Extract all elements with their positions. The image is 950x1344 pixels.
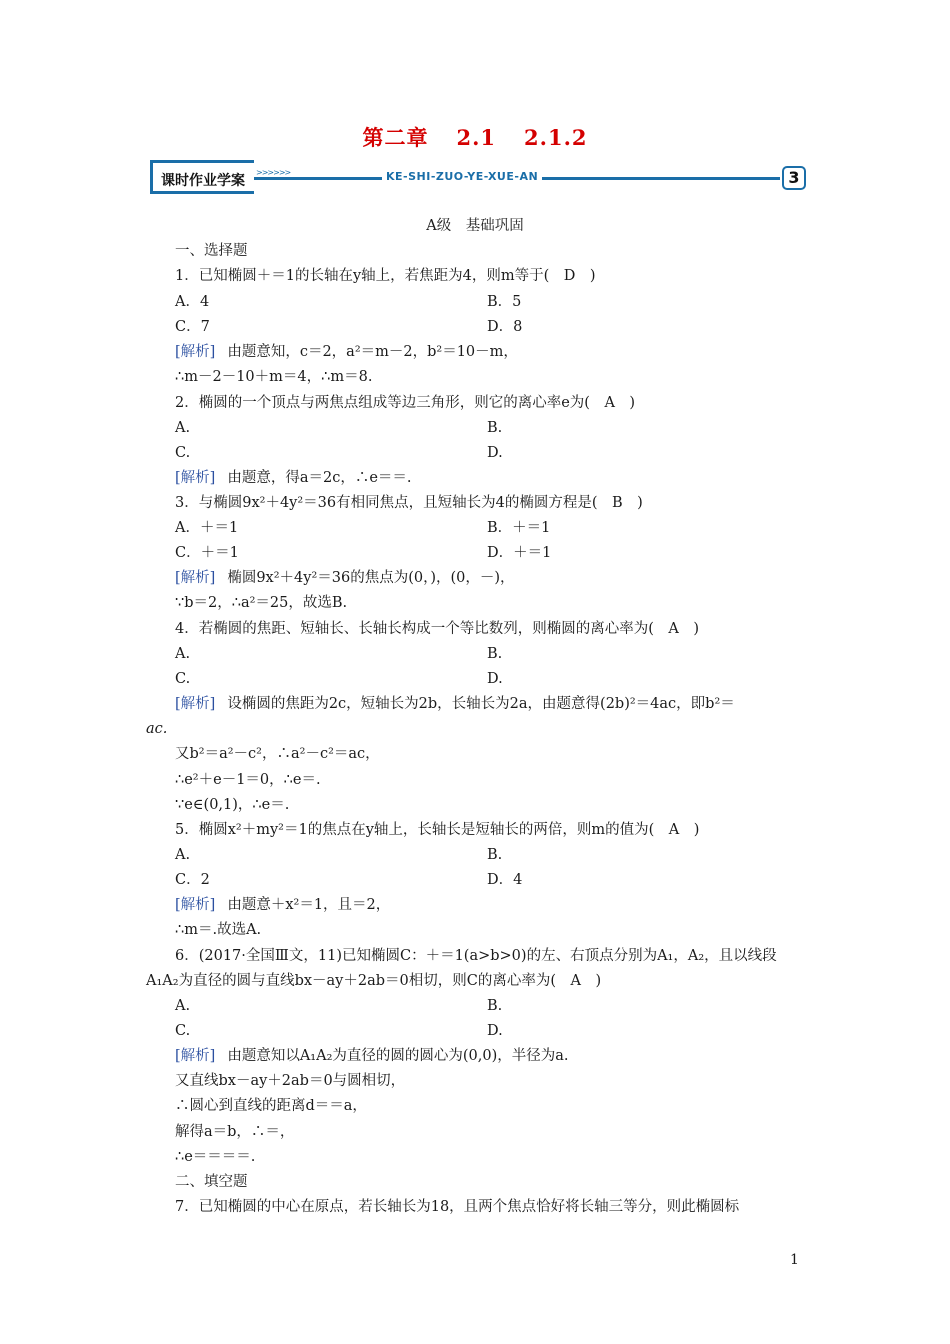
solution-text: 设椭圆的焦距为2c，短轴长为2b，长轴长为2a，由题意得(2b)²＝4ac，即b²＝ (227, 696, 735, 712)
question-6-option-c: C. (175, 1023, 191, 1039)
question-1-option-c: C．7 (175, 319, 210, 335)
solution-text: 椭圆9x²＋4y²＝36的焦点为(0，)，(0，－)， (227, 570, 515, 586)
question-6-solution-line-2: 又直线bx－ay＋2ab＝0与圆相切， (175, 1073, 406, 1089)
solution-tag: [解析] (175, 1048, 216, 1064)
question-4-solution-line-4: ∵e∈(0,1)，∴e＝. (175, 797, 290, 813)
question-4-option-d: D. (487, 671, 503, 687)
section-heading-choice: 一、选择题 (175, 243, 248, 259)
question-4-solution-line-1b: ac. (146, 721, 168, 737)
question-6-option-d: D. (487, 1023, 503, 1039)
question-4-option-b: B. (487, 646, 503, 662)
question-1-stem: 1．已知椭圆＋＝1的长轴在y轴上，若焦距为4，则m等于( D ) (175, 268, 596, 284)
question-2-option-b: B. (487, 420, 503, 436)
solution-text: 由题意＋x²＝1，且＝2， (227, 897, 391, 913)
question-4-option-a: A. (175, 646, 191, 662)
question-1-option-d: D．8 (487, 319, 523, 335)
question-5-solution-line-1 (175, 895, 390, 915)
level-heading: A级 基础巩固 (426, 218, 524, 234)
banner-arrows-icon: >>>>>> (256, 168, 291, 177)
page-number: 1 (790, 1252, 799, 1268)
question-5-option-c: C．2 (175, 872, 210, 888)
section-label: 2.1 (456, 125, 497, 150)
chapter-label: 第二章 (362, 125, 429, 150)
question-5-option-a: A. (175, 847, 191, 863)
solution-tag: [解析] (175, 570, 216, 586)
question-4-solution-line-1 (175, 694, 735, 714)
question-6-solution-line-5: ∴e＝＝＝＝. (175, 1149, 256, 1165)
question-4-solution-line-3: ∴e²＋e－1＝0，∴e＝. (175, 772, 321, 788)
question-3-option-c: C．＋＝1 (175, 545, 239, 561)
question-1-option-a: A．4 (175, 294, 210, 310)
banner-label: 课时作业学案 (161, 173, 245, 189)
section-heading-fill: 二、填空题 (175, 1174, 248, 1190)
banner-pinyin: KE-SHI-ZUO-YE-XUE-AN (382, 170, 542, 183)
question-3-stem: 3．与椭圆9x²＋4y²＝36有相同焦点，且短轴长为4的椭圆方程是( B ) (175, 495, 643, 511)
question-2-option-a: A. (175, 420, 191, 436)
question-1-option-b: B．5 (487, 294, 522, 310)
question-3-option-d: D．＋＝1 (487, 545, 552, 561)
question-3-option-a: A．＋＝1 (175, 520, 239, 536)
question-6-solution-line-4: 解得a＝b，∴＝， (175, 1124, 295, 1140)
question-2-option-c: C. (175, 445, 191, 461)
solution-text: 由题意知，c＝2，a²＝m－2，b²＝10－m， (227, 344, 518, 360)
page-title (0, 122, 950, 152)
question-3-solution-line-2: ∵b＝2，∴a²＝25，故选B. (175, 595, 348, 611)
question-3-option-b: B．＋＝1 (487, 520, 551, 536)
question-3-solution-line-1 (175, 568, 515, 588)
question-6-solution-line-1 (175, 1046, 569, 1066)
question-2-solution-line-1 (175, 468, 412, 488)
question-5-stem: 5．椭圆x²＋my²＝1的焦点在y轴上，长轴长是短轴长的两倍，则m的值为( A ) (175, 822, 700, 838)
question-6-option-b: B. (487, 998, 503, 1014)
banner-label-box (150, 160, 254, 194)
question-5-option-d: D．4 (487, 872, 523, 888)
question-1-solution-line-1 (175, 342, 518, 362)
question-5-solution-line-2: ∴m＝.故选A. (175, 922, 262, 938)
question-1-solution-line-2: ∴m－2－10＋m＝4，∴m＝8. (175, 369, 373, 385)
question-2-option-d: D. (487, 445, 503, 461)
subsection-label: 2.1.2 (524, 125, 588, 150)
solution-tag: [解析] (175, 470, 216, 486)
solution-text: 由题意知以A₁A₂为直径的圆的圆心为(0,0)，半径为a. (227, 1048, 569, 1064)
question-5-option-b: B. (487, 847, 503, 863)
question-4-option-c: C. (175, 671, 191, 687)
question-4-stem: 4．若椭圆的焦距、短轴长、长轴长构成一个等比数列，则椭圆的离心率为( A ) (175, 621, 700, 637)
solution-text: 由题意，得a＝2c，∴e＝＝. (227, 470, 412, 486)
question-2-stem: 2．椭圆的一个顶点与两焦点组成等边三角形，则它的离心率e为( A ) (175, 395, 636, 411)
question-7-stem: 7．已知椭圆的中心在原点，若长轴长为18，且两个焦点恰好将长轴三等分，则此椭圆标 (175, 1199, 740, 1215)
question-6-stem-line-2: A₁A₂为直径的圆与直线bx－ay＋2ab＝0相切，则C的离心率为( A ) (146, 973, 602, 989)
question-6-solution-line-3: ∴圆心到直线的距离d＝＝a， (175, 1098, 367, 1114)
solution-tag: [解析] (175, 344, 216, 360)
question-6-option-a: A. (175, 998, 191, 1014)
solution-tag: [解析] (175, 696, 216, 712)
solution-tag: [解析] (175, 897, 216, 913)
homework-banner (150, 160, 806, 194)
question-6-stem-line-1: 6．(2017·全国Ⅲ文，11)已知椭圆C：＋＝1(a>b>0)的左、右顶点分别为A₁，A₂，且以线段 (175, 948, 777, 964)
banner-number-badge: 3 (782, 166, 806, 190)
question-4-solution-line-2: 又b²＝a²－c²，∴a²－c²＝ac， (175, 746, 380, 762)
